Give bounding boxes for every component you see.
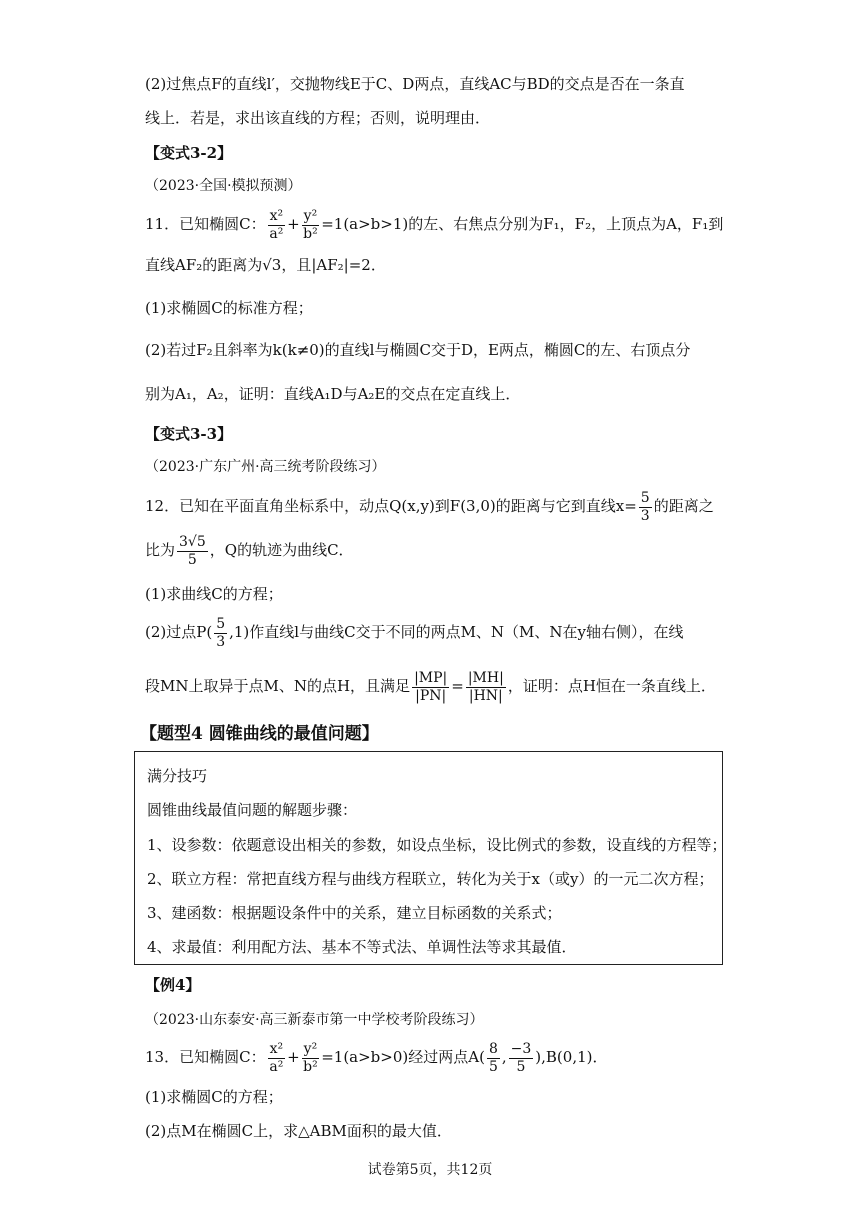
q12-part1: (1)求曲线C的方程；	[145, 585, 283, 603]
q13-suffix: ,B(0,1)．	[541, 1048, 608, 1066]
q11-part2-b: 别为A₁，A₂，证明：直线A₁D与A₂E的交点在定直线上．	[145, 385, 521, 403]
q12-frac-ratio: $\frac{3√5}{5}$	[179, 533, 206, 568]
q12-frac-5-3: $\frac{5}{3}$	[640, 489, 650, 524]
q13-prefix: 13．已知椭圆C：	[145, 1048, 266, 1066]
q11-part1: (1)求椭圆C的标准方程；	[145, 299, 313, 317]
skills-box-step2: 2、联立方程：常把直线方程与曲线方程联立，转化为关于x（或y）的一元二次方程；	[147, 870, 714, 888]
q12-condition-suffix: ，证明：点H恒在一条直线上．	[507, 677, 716, 695]
skills-box-intro: 圆锥曲线最值问题的解题步骤：	[147, 801, 358, 819]
q12-ratio-prefix: 比为	[145, 541, 176, 559]
q12-condition-prefix: 段MN上取异于点M、N的点H，且满足	[145, 677, 411, 695]
variant-3-2-source: （2023·全国·模拟预测）	[145, 178, 302, 194]
q12-ratio-suffix: ，Q的轨迹为曲线C．	[209, 541, 354, 559]
q13-line1: 13．已知椭圆C： $\frac{\text{x²}}{\text{a²}}$ + $\frac{\text{y²}}{\text{b²}}$ =1(a>b>0)经过两点A( $\frac{8}{5}$ , $\frac{-3}{5}$ ),B(0,1)．	[145, 1040, 608, 1075]
q12-suffix: 的距离之	[653, 497, 714, 515]
q13-part1: (1)求椭圆C的方程；	[145, 1088, 283, 1106]
example-4-heading: 【例4】	[145, 976, 201, 994]
skills-box-title: 满分技巧	[147, 767, 208, 785]
q11-frac-y: $\frac{\text{y²}}{\text{b²}}$	[303, 207, 318, 242]
page-footer: 试卷第5页，共12页	[367, 1162, 493, 1178]
section-type-4-heading: 【题型4 圆锥曲线的最值问题】	[140, 724, 379, 744]
q12-part2-a: (2)过点P( $\frac{5}{3}$ ,1)作直线l与曲线C交于不同的两点M、N（M、N在y轴右侧），在线	[145, 615, 684, 650]
q13-middle: =1(a>b>0)经过两点A	[321, 1048, 480, 1066]
q11-line1: 11．已知椭圆C： $\frac{\text{x²}}{\text{a²}}$ + $\frac{\text{y²}}{\text{b²}}$ =1(a>b>1)的左、右焦点分别为F₁，F₂，上顶点为A，F₁到	[145, 207, 724, 242]
line-q10-part2-b: 线上．若是，求出该直线的方程；否则，说明理由．	[145, 109, 491, 127]
q12-frac-p: $\frac{5}{3}$	[216, 615, 226, 650]
q11-prefix: 11．已知椭圆C：	[145, 215, 266, 233]
skills-box-step3: 3、建函数：根据题设条件中的关系，建立目标函数的关系式；	[147, 904, 562, 922]
q13-frac-8-5: $\frac{8}{5}$	[488, 1040, 498, 1075]
q13-frac-y: $\frac{\text{y²}}{\text{b²}}$	[303, 1040, 318, 1075]
q11-line2: 直线AF₂的距离为√3，且|AF₂|=2．	[145, 256, 386, 274]
example-4-source: （2023·山东泰安·高三新泰市第一中学校考阶段练习）	[145, 1012, 484, 1028]
q12-frac-mh-hn: $\frac{|MH|}{|HN|}$	[467, 669, 504, 704]
skills-box	[134, 751, 727, 965]
line-q10-part2-a: (2)过焦点F的直线l′，交抛物线E于C、D两点，直线AC与BD的交点是否在一条直	[145, 75, 685, 93]
q11-part2-a: (2)若过F₂且斜率为k(k≠0)的直线l与椭圆C交于D，E两点，椭圆C的左、右顶点分	[145, 341, 691, 359]
q11-condition: =1(a>b>1)的左、右焦点分别为F₁，F₂，上顶点为A，F₁到	[321, 215, 724, 233]
q13-part2: (2)点M在椭圆C上，求△ABM面积的最大值．	[145, 1122, 452, 1140]
q12-line2	[145, 530, 354, 570]
q13-frac-x: $\frac{\text{x²}}{\text{a²}}$	[269, 1040, 284, 1075]
q12-part2-b: 段MN上取异于点M、N的点H，且满足 $\frac{|MP|}{|PN|}$ = $\frac{|MH|}{|HN|}$ ，证明：点H恒在一条直线上．	[145, 669, 716, 704]
q12-part2-suffix: 作直线l与曲线C交于不同的两点M、N（M、N在y轴右侧），在线	[249, 623, 684, 641]
q12-line1	[145, 486, 714, 526]
q12-frac-mp-pn: $\frac{|MP|}{|PN|}$	[414, 669, 448, 704]
skills-box-step4: 4、求最值：利用配方法、基本不等式法、单调性法等求其最值．	[147, 938, 577, 956]
q12-prefix: 12．已知在平面直角坐标系中，动点Q(x,y)到F(3,0)的距离与它到直线x=	[145, 497, 637, 515]
variant-3-3-heading: 【变式3-3】	[145, 425, 233, 443]
variant-3-3-source: （2023·广东广州·高三统考阶段练习）	[145, 459, 386, 475]
q13-frac-neg3-5: $\frac{-3}{5}$	[510, 1040, 532, 1075]
q11-frac-x: $\frac{\text{x²}}{\text{a²}}$	[269, 207, 284, 242]
skills-box-step1: 1、设参数：依题意设出相关的参数，如设点坐标，设比例式的参数，设直线的方程等；	[147, 836, 727, 854]
variant-3-2-heading: 【变式3-2】	[145, 144, 233, 162]
q12-part2-prefix: (2)过点P	[145, 623, 207, 641]
